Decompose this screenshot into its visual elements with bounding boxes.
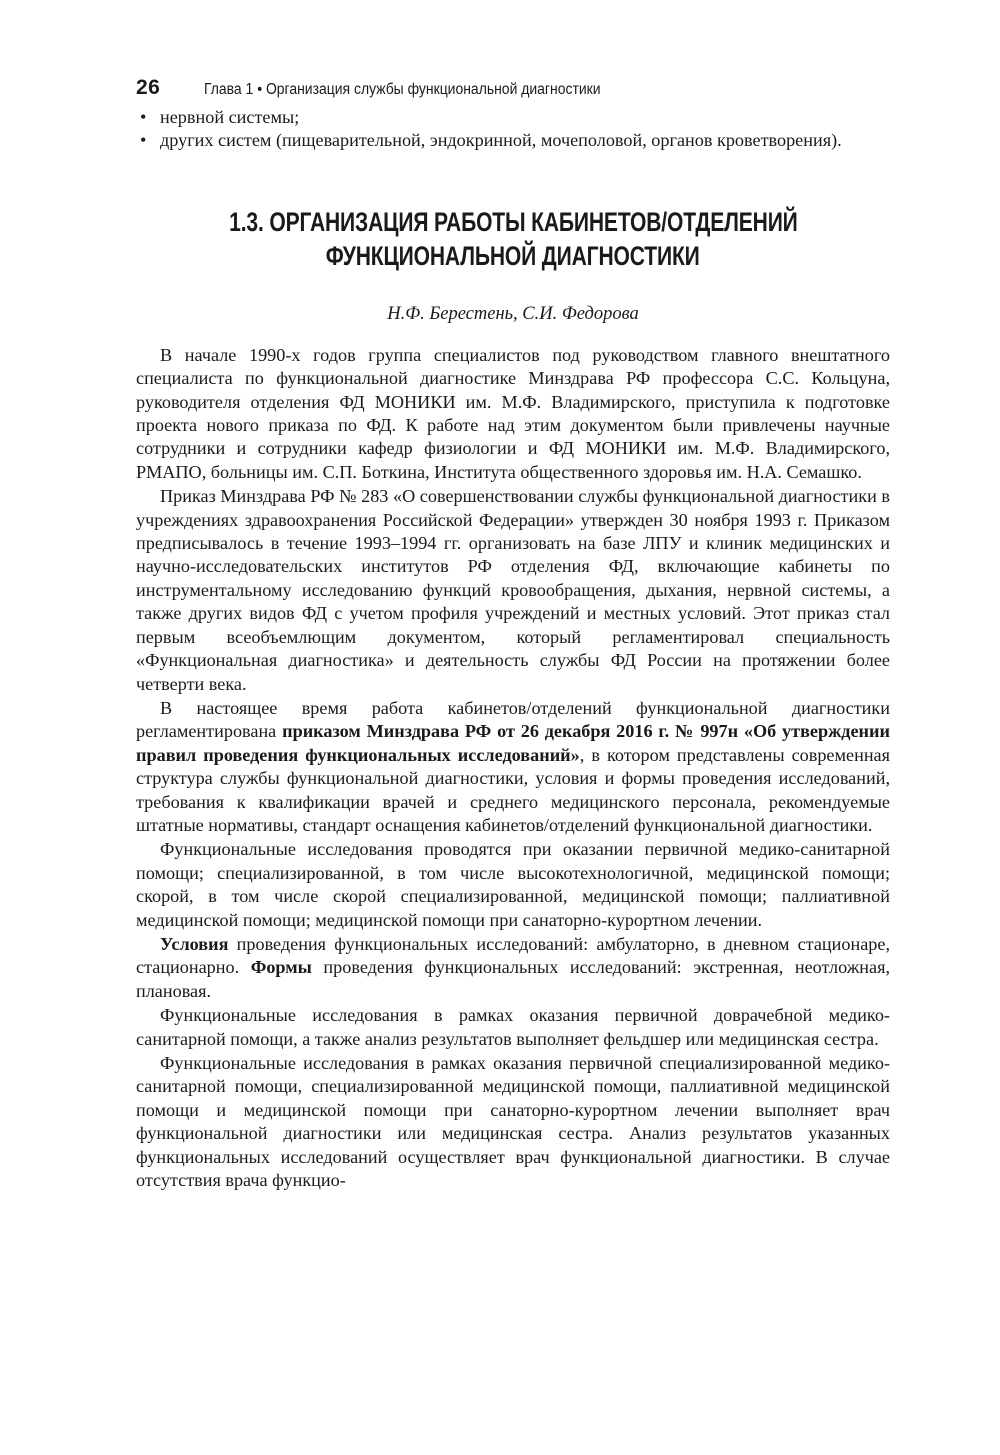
bullet-icon: • — [140, 130, 147, 151]
paragraph-3-start: В настоящее время работа кабинетов/отделений функциональной диагностики регламентирована — [136, 697, 890, 742]
paragraph-2: Приказ Минздрава РФ № 283 «О совершенствовании службы функциональной диагностики в учреждениях здравоохранения Российской Федерации» утвержден 30 ноября 1993 г. Приказом предписывалось в течение 1993–1994 гг. организовать на базе ЛПУ и клиник медицинских и научно-исследовательских институтов РФ отделения ФД, включающие кабинеты по инструментальному исследованию функций кровообращения, дыхания, нервной системы, а также других видов ФД с учетом профиля учреждений и местных условий. Этот приказ стал первым всеобъемлющим документом, который регламентировал специальность «Функциональная диагностика» и деятельность службы ФД России на протяжении более четверти века. — [136, 486, 890, 694]
list-item-text: нервной системы; — [160, 107, 300, 127]
book-page — [136, 76, 890, 1192]
paragraph-5 — [136, 933, 890, 1003]
section-authors: Н.Ф. Берестень, С.И. Федорова — [387, 303, 639, 324]
paragraph-5-end: проведения функциональных исследований: экстренная, неотложная, плановая. — [136, 957, 891, 1001]
page-number: 26 — [136, 76, 161, 99]
section-title — [136, 205, 890, 273]
section-title-line-1: 1.3. ОРГАНИЗАЦИЯ РАБОТЫ КАБИНЕТОВ/ОТДЕЛЕНИЙ — [228, 206, 798, 237]
running-title: Глава 1 • Организация службы функциональной диагностики — [204, 81, 601, 98]
bullet-list — [136, 106, 890, 153]
paragraph-7: Функциональные исследования в рамках оказания первичной специализированной медико-санитарной помощи, специализированной медицинской помощи, паллиативной медицинской помощи и медицинской помощи при санаторно-курортном лечении выполняет врач функциональной диагностики или медицинская сестра. Анализ результатов указанных функциональных исследований осуществляет врач функциональной диагностики. В случае отсутствия врача функцио- — [136, 1053, 890, 1191]
paragraph-5-middle: проведения функциональных исследований: амбулаторно, в дневном стационаре, стационарно. — [136, 933, 890, 978]
list-item — [136, 129, 890, 152]
order-reference: приказом Минздрава РФ от 26 декабря 2016 г. № 997н «Об утверждении правил проведения функциональных исследований» — [136, 721, 890, 765]
running-head — [136, 76, 890, 106]
list-item-text: других систем (пищеварительной, эндокринной, мочеполовой, органов кроветворения). — [160, 130, 842, 151]
paragraph-3 — [136, 697, 890, 837]
body-text — [136, 344, 890, 1193]
paragraph-6: Функциональные исследования в рамках оказания первичной доврачебной медико-санитарной помощи, а также анализ результатов выполняет фельдшер или медицинская сестра. — [136, 1005, 890, 1049]
list-item — [136, 106, 890, 129]
section-title-line-2: ФУНКЦИОНАЛЬНОЙ ДИАГНОСТИКИ — [326, 240, 700, 271]
paragraph-4: Функциональные исследования проводятся при оказании первичной медико-санитарной помощи; специализированной, в том числе высокотехнологичной, медицинской помощи; скорой, в том числе скорой специализированной, медицинской помощи; паллиативной медицинской помощи; медицинской помощи при санаторно-курортном лечении. — [136, 839, 890, 930]
paragraph-3-end: , в котором представлены современная структура службы функциональной диагностики, условия и формы проведения исследований, требования к квалификации врачей и среднего медицинского персонала, рекомендуемые штатные нормативы, стандарт оснащения кабинетов/отделений функциональной диагностики. — [136, 744, 890, 835]
term-forms: Формы — [250, 957, 312, 978]
paragraph-1: В начале 1990-х годов группа специалистов под руководством главного внештатного специалиста по функциональной диагностике Минздрава РФ профессора С.С. Кольцуна, руководителя отделения ФД МОНИКИ им. М.Ф. Владимирского, приступила к подготовке проекта нового приказа по ФД. К работе над этим документом были привлечены научные сотрудники и сотрудники кафедр физиологии и ФД МОНИКИ им. М.Ф. Владимирского, РМАПО, больницы им. С.П. Боткина, Института общественного здоровья им. Н.А. Семашко. — [136, 344, 890, 482]
bullet-icon: • — [140, 107, 147, 127]
term-conditions: Условия — [160, 933, 229, 954]
